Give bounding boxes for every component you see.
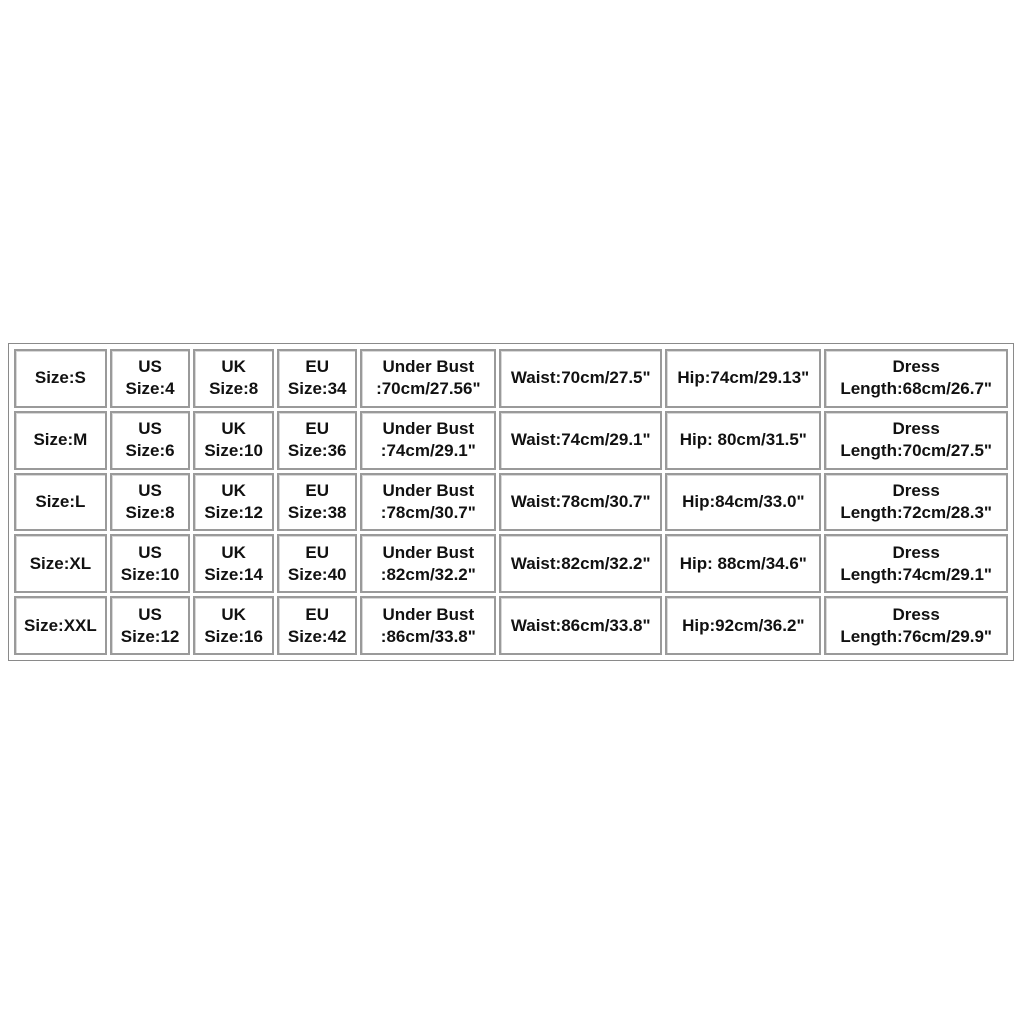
under-bust-cell: Under Bust :82cm/32.2" xyxy=(360,534,496,593)
hip-cell: Hip:84cm/33.0" xyxy=(665,473,821,532)
waist-cell: Waist:78cm/30.7" xyxy=(499,473,662,532)
size-cell: Size:XL xyxy=(14,534,107,593)
dress-length-cell: Dress Length:68cm/26.7" xyxy=(824,349,1008,408)
waist-cell: Waist:70cm/27.5" xyxy=(499,349,662,408)
eu-size-cell: EU Size:38 xyxy=(277,473,358,532)
table-row xyxy=(14,534,1008,593)
size-chart-table xyxy=(8,343,1014,661)
uk-size-cell: UK Size:16 xyxy=(193,596,274,655)
under-bust-cell: Under Bust :70cm/27.56" xyxy=(360,349,496,408)
dress-length-cell: Dress Length:76cm/29.9" xyxy=(824,596,1008,655)
eu-size-cell: EU Size:36 xyxy=(277,411,358,470)
hip-cell: Hip: 80cm/31.5" xyxy=(665,411,821,470)
dress-length-cell: Dress Length:70cm/27.5" xyxy=(824,411,1008,470)
size-cell: Size:S xyxy=(14,349,107,408)
dress-length-cell: Dress Length:72cm/28.3" xyxy=(824,473,1008,532)
waist-cell: Waist:86cm/33.8" xyxy=(499,596,662,655)
under-bust-cell: Under Bust :86cm/33.8" xyxy=(360,596,496,655)
table-row xyxy=(14,411,1008,470)
us-size-cell: US Size:8 xyxy=(110,473,191,532)
us-size-cell: US Size:6 xyxy=(110,411,191,470)
table-row xyxy=(14,349,1008,408)
eu-size-cell: EU Size:40 xyxy=(277,534,358,593)
uk-size-cell: UK Size:14 xyxy=(193,534,274,593)
dress-length-cell: Dress Length:74cm/29.1" xyxy=(824,534,1008,593)
under-bust-cell: Under Bust :74cm/29.1" xyxy=(360,411,496,470)
hip-cell: Hip: 88cm/34.6" xyxy=(665,534,821,593)
under-bust-cell: Under Bust :78cm/30.7" xyxy=(360,473,496,532)
size-cell: Size:L xyxy=(14,473,107,532)
hip-cell: Hip:74cm/29.13" xyxy=(665,349,821,408)
waist-cell: Waist:74cm/29.1" xyxy=(499,411,662,470)
size-cell: Size:M xyxy=(14,411,107,470)
us-size-cell: US Size:12 xyxy=(110,596,191,655)
us-size-cell: US Size:4 xyxy=(110,349,191,408)
eu-size-cell: EU Size:42 xyxy=(277,596,358,655)
uk-size-cell: UK Size:8 xyxy=(193,349,274,408)
hip-cell: Hip:92cm/36.2" xyxy=(665,596,821,655)
table-row xyxy=(14,473,1008,532)
uk-size-cell: UK Size:12 xyxy=(193,473,274,532)
eu-size-cell: EU Size:34 xyxy=(277,349,358,408)
us-size-cell: US Size:10 xyxy=(110,534,191,593)
waist-cell: Waist:82cm/32.2" xyxy=(499,534,662,593)
size-cell: Size:XXL xyxy=(14,596,107,655)
uk-size-cell: UK Size:10 xyxy=(193,411,274,470)
size-chart-grid xyxy=(11,346,1011,658)
table-row xyxy=(14,596,1008,655)
